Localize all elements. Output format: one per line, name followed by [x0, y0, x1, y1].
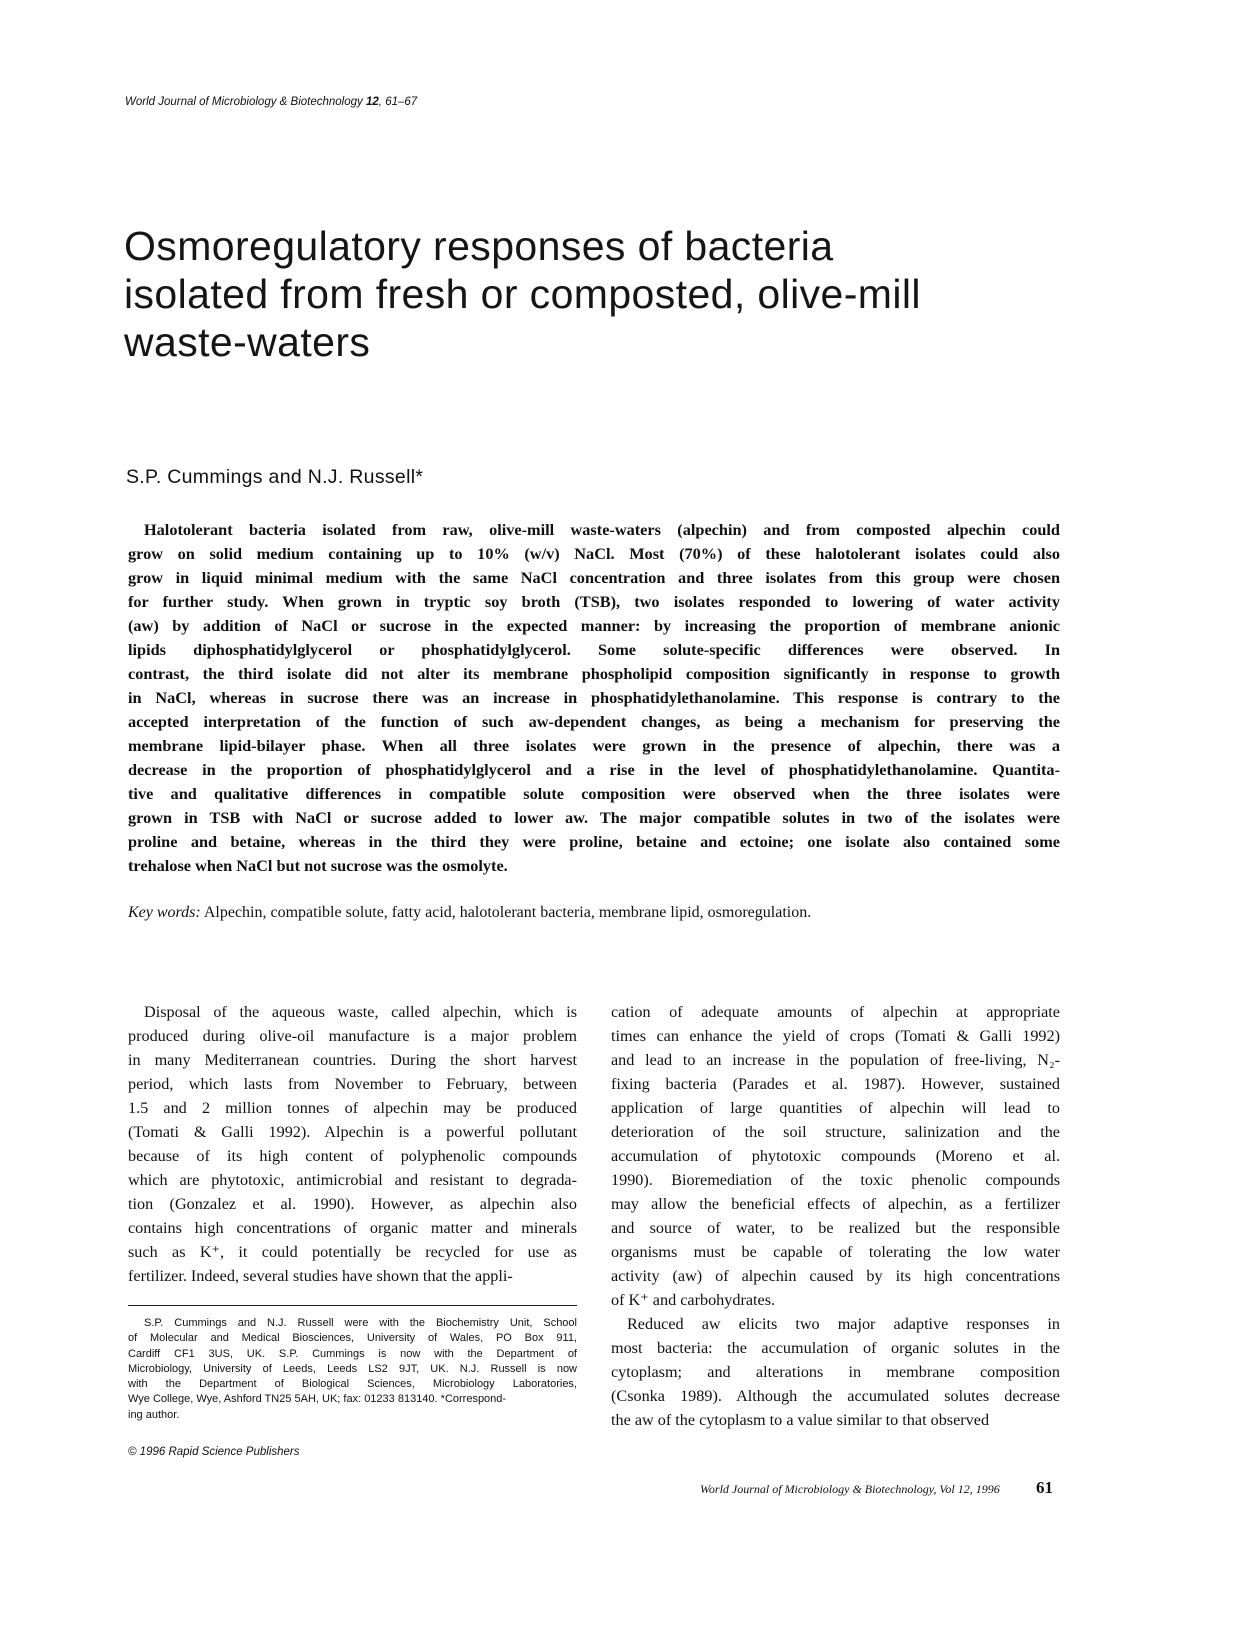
text-line: accepted interpretation of the function of such aw-dependent changes, as being a mechanism for preserving the	[128, 712, 1060, 731]
authors: S.P. Cummings and N.J. Russell*	[126, 466, 424, 488]
body-column-right	[611, 1000, 1060, 1432]
text-line: of Molecular and Medical Biosciences, University of Wales, PO Box 911,	[128, 1332, 577, 1345]
text-line: (aw) by addition of NaCl or sucrose in the expected manner: by increasing the proportion of membrane anionic	[128, 616, 1060, 635]
keywords-label: Key words:	[128, 904, 201, 921]
title-line: waste-waters	[124, 319, 371, 365]
page-number: 61	[1036, 1478, 1053, 1497]
text-line: activity (aw) of alpechin caused by its high concentrations	[611, 1267, 1060, 1285]
keywords-text: Alpechin, compatible solute, fatty acid, halotolerant bacteria, membrane lipid, osmoregulation.	[200, 904, 812, 921]
text-line: S.P. Cummings and N.J. Russell were with the Biochemistry Unit, School	[144, 1317, 577, 1329]
footnote-divider	[128, 1305, 577, 1306]
text-line: proline and betaine, whereas in the third they were proline, betaine and ectoine; one isolate also contained some	[128, 832, 1060, 851]
text-line: and lead to an increase in the population of free-living, N₂-	[611, 1051, 1060, 1069]
text-line: accumulation of phytotoxic compounds (Moreno et al.	[611, 1147, 1060, 1165]
text-line: application of large quantities of alpechin will lead to	[611, 1099, 1060, 1117]
text-line: 1.5 and 2 million tonnes of alpechin may be produced	[128, 1099, 577, 1117]
text-line: trehalose when NaCl but not sucrose was the osmolyte.	[128, 856, 508, 875]
text-line: fixing bacteria (Parades et al. 1987). However, sustained	[611, 1075, 1060, 1093]
text-line: decrease in the proportion of phosphatidylglycerol and a rise in the level of phosphatidylethanolamine. Quantita-	[128, 760, 1060, 779]
text-line: (Tomati & Galli 1992). Alpechin is a powerful pollutant	[128, 1123, 577, 1141]
text-line: Disposal of the aqueous waste, called alpechin, which is	[144, 1003, 577, 1021]
text-line: the aw of the cytoplasm to a value similar to that observed	[611, 1411, 990, 1429]
text-line: of K⁺ and carbohydrates.	[611, 1291, 776, 1309]
text-line: contrast, the third isolate did not alter its membrane phospholipid composition significantly in response to growth	[128, 664, 1060, 683]
article-title	[124, 222, 1124, 366]
text-line: grown in TSB with NaCl or sucrose added to lower aw. The major compatible solutes in two of the isolates were	[128, 808, 1060, 827]
text-line: contains high concentrations of organic matter and minerals	[128, 1219, 577, 1237]
text-line: grow in liquid minimal medium with the same NaCl concentration and three isolates from this group were chosen	[128, 568, 1060, 587]
text-line: membrane lipid-bilayer phase. When all three isolates were grown in the presence of alpechin, there was a	[128, 736, 1060, 755]
text-line: with the Department of Biological Sciences, Microbiology Laboratories,	[128, 1378, 577, 1391]
text-line: Reduced aw elicits two major adaptive responses in	[627, 1315, 1060, 1333]
journal-volume: 12	[366, 96, 379, 108]
text-line: deterioration of the soil structure, salinization and the	[611, 1123, 1060, 1141]
text-line: Microbiology, University of Leeds, Leeds LS2 9JT, UK. N.J. Russell is now	[128, 1362, 577, 1375]
text-line: for further study. When grown in tryptic soy broth (TSB), two isolates responded to lowering of water activity	[128, 592, 1060, 611]
text-line: fertilizer. Indeed, several studies have shown that the appli-	[128, 1267, 513, 1285]
text-line: most bacteria: the accumulation of organic solutes in the	[611, 1339, 1060, 1357]
text-line: ing author.	[128, 1408, 180, 1421]
journal-header: World Journal of Microbiology & Biotechnology 12, 61–67	[125, 96, 418, 108]
abstract	[128, 518, 1060, 878]
text-line: produced during olive-oil manufacture is a major problem	[128, 1027, 577, 1045]
title-line: isolated from fresh or composted, olive-mill	[124, 271, 921, 317]
journal-name: World Journal of Microbiology & Biotechnology	[125, 96, 363, 108]
text-line: in many Mediterranean countries. During the short harvest	[128, 1051, 577, 1069]
text-line: cytoplasm; and alterations in membrane composition	[611, 1363, 1060, 1381]
text-line: period, which lasts from November to February, between	[128, 1075, 577, 1093]
text-line: grow on solid medium containing up to 10% (w/v) NaCl. Most (70%) of these halotolerant isolates could also	[128, 544, 1060, 563]
text-line: in NaCl, whereas in sucrose there was an increase in phosphatidylethanolamine. This response is contrary to the	[128, 688, 1060, 707]
text-line: which are phytotoxic, antimicrobial and resistant to degrada-	[128, 1171, 577, 1189]
text-line: Wye College, Wye, Ashford TN25 5AH, UK; fax: 01233 813140. *Correspond-	[128, 1393, 507, 1406]
text-line: Cardiff CF1 3US, UK. S.P. Cummings is now with the Department of	[128, 1347, 577, 1360]
text-line: organisms must be capable of tolerating the low water	[611, 1243, 1060, 1261]
body-column-left	[128, 1000, 577, 1288]
text-line: times can enhance the yield of crops (Tomati & Galli 1992)	[611, 1027, 1060, 1045]
footer-journal: World Journal of Microbiology & Biotechnology, Vol 12, 1996	[700, 1482, 1000, 1496]
journal-pages: 61–67	[385, 96, 418, 108]
text-line: Halotolerant bacteria isolated from raw, olive-mill waste-waters (alpechin) and from composted alpechin could	[144, 520, 1060, 539]
copyright: © 1996 Rapid Science Publishers	[128, 1446, 300, 1458]
keywords	[128, 904, 811, 922]
text-line: cation of adequate amounts of alpechin at appropriate	[611, 1003, 1060, 1021]
text-line: may allow the beneficial effects of alpechin, as a fertilizer	[611, 1195, 1060, 1213]
text-line: tive and qualitative differences in compatible solute composition were observed when the three isolates were	[128, 784, 1060, 803]
text-line: (Csonka 1989). Although the accumulated solutes decrease	[611, 1387, 1060, 1405]
text-line: lipids diphosphatidylglycerol or phosphatidylglycerol. Some solute-specific differences were observed. In	[128, 640, 1060, 659]
text-line: 1990). Bioremediation of the toxic phenolic compounds	[611, 1171, 1060, 1189]
text-line: and source of water, to be realized but the responsible	[611, 1219, 1060, 1237]
text-line: such as K⁺, it could potentially be recycled for use as	[128, 1243, 577, 1261]
title-line: Osmoregulatory responses of bacteria	[124, 223, 834, 269]
text-line: because of its high content of polyphenolic compounds	[128, 1147, 577, 1165]
author-affiliation-footnote	[128, 1316, 577, 1423]
text-line: tion (Gonzalez et al. 1990). However, as alpechin also	[128, 1195, 577, 1213]
